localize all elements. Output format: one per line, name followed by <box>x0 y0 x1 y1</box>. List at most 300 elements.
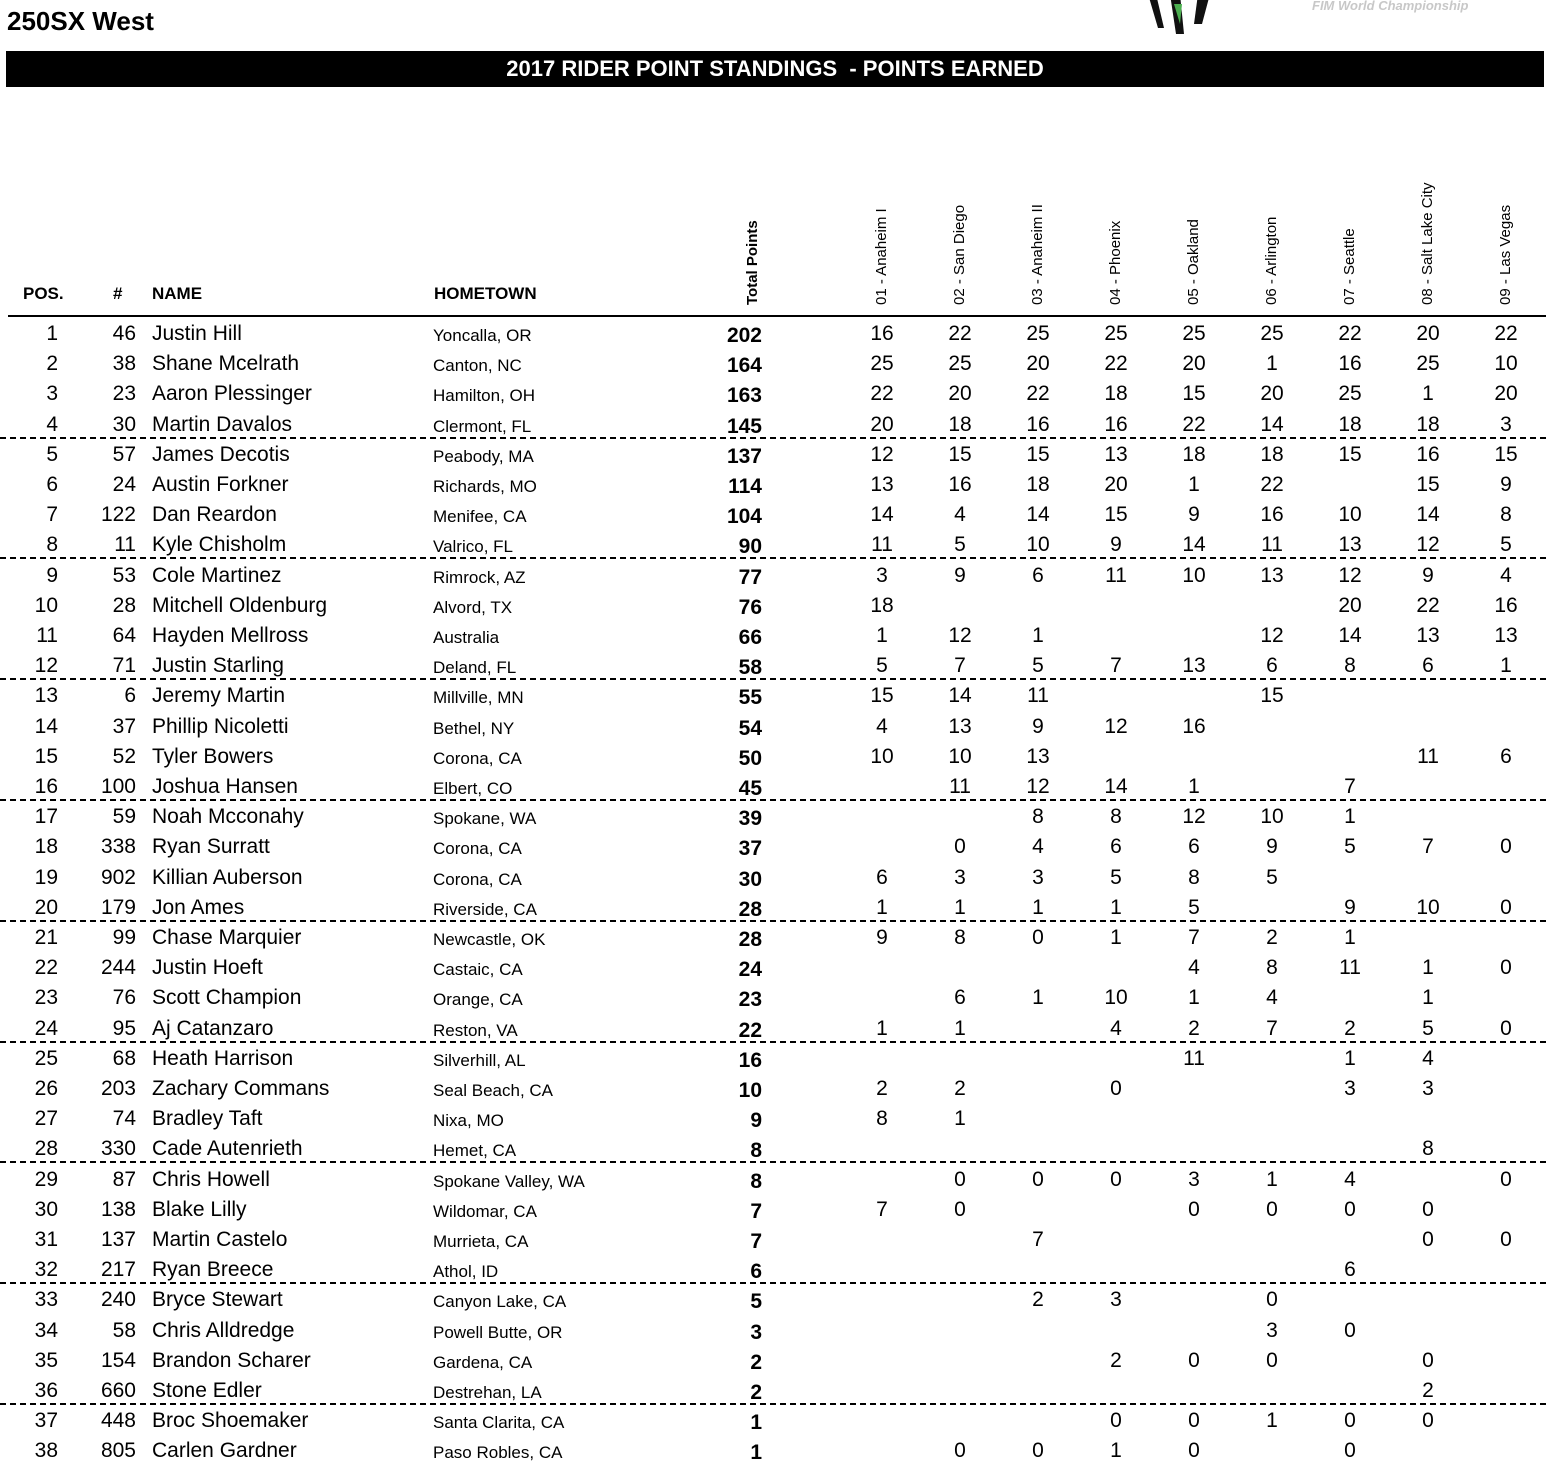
rider-number: 28 <box>112 593 136 617</box>
round-4-points: 0 <box>1110 1167 1122 1191</box>
rider-hometown: Bethel, NY <box>433 718 515 738</box>
rider-number: 23 <box>112 382 136 406</box>
standings-row <box>0 1284 1546 1314</box>
rider-name: Killian Auberson <box>152 865 303 889</box>
round-6-points: 6 <box>1266 654 1278 678</box>
rider-total-points: 202 <box>726 324 762 347</box>
round-2-points: 1 <box>954 1107 966 1131</box>
round-3-points: 14 <box>1026 503 1050 527</box>
round-9-points: 16 <box>1494 593 1518 617</box>
round-3-points: 8 <box>1032 805 1044 829</box>
round-7-points: 1 <box>1344 926 1356 949</box>
rider-name: Austin Forkner <box>152 473 289 496</box>
round-2-points: 10 <box>948 744 972 768</box>
header-name: NAME <box>152 284 203 303</box>
rider-number: 58 <box>112 1318 136 1342</box>
round-3-points: 13 <box>1026 744 1050 768</box>
rider-number: 99 <box>112 926 136 949</box>
standings-row <box>0 801 1546 831</box>
round-7-points: 12 <box>1338 563 1362 587</box>
standings-row <box>0 1194 1546 1224</box>
round-7-points: 0 <box>1344 1409 1356 1433</box>
rider-name: Kyle Chisholm <box>152 533 287 557</box>
rider-hometown: Nixa, MO <box>433 1111 504 1131</box>
rider-name: Heath Harrison <box>152 1046 294 1070</box>
round-5-points: 5 <box>1188 895 1200 919</box>
standings-row <box>0 741 1546 771</box>
rider-position: 31 <box>34 1228 58 1251</box>
rider-hometown: Corona, CA <box>433 869 522 889</box>
round-4-points: 14 <box>1104 775 1128 798</box>
rider-total-points: 163 <box>726 384 762 408</box>
rider-position: 9 <box>46 563 58 587</box>
round-3-points: 1 <box>1032 624 1044 647</box>
rider-hometown: Hemet, CA <box>433 1141 517 1161</box>
round-8-points: 15 <box>1416 473 1440 496</box>
round-4-points: 12 <box>1104 714 1128 738</box>
standings-row <box>0 1164 1546 1194</box>
rider-position: 28 <box>34 1137 58 1161</box>
round-3-points: 12 <box>1026 775 1050 798</box>
rider-hometown: Castaic, CA <box>433 960 523 980</box>
standings-row <box>0 892 1546 922</box>
round-3-points: 6 <box>1032 563 1044 587</box>
rider-total-points: 39 <box>738 807 762 831</box>
round-5-points: 3 <box>1188 1167 1200 1191</box>
round-1-points: 6 <box>876 865 888 889</box>
rider-number: 74 <box>112 1107 136 1131</box>
round-7-points: 18 <box>1338 412 1362 436</box>
rider-hometown: Elbert, CO <box>433 779 513 798</box>
round-2-points: 14 <box>948 684 972 708</box>
rider-position: 32 <box>34 1258 58 1282</box>
round-3-points: 22 <box>1026 382 1050 406</box>
rider-position: 3 <box>46 382 58 406</box>
round-6-points: 13 <box>1260 563 1284 587</box>
round-3-points: 25 <box>1026 322 1050 345</box>
rider-number: 53 <box>112 563 136 587</box>
round-4-points: 0 <box>1110 1077 1122 1100</box>
round-7-points: 13 <box>1338 533 1362 557</box>
rider-total-points: 66 <box>738 626 762 649</box>
rider-position: 33 <box>34 1288 58 1312</box>
round-9-points: 0 <box>1500 895 1512 919</box>
rider-number: 46 <box>112 322 136 345</box>
round-8-points: 9 <box>1422 563 1434 587</box>
round-2-points: 16 <box>948 473 972 496</box>
round-1-points: 18 <box>870 593 894 617</box>
standings-row <box>0 560 1546 590</box>
rider-position: 34 <box>34 1318 58 1342</box>
round-8-points: 1 <box>1422 956 1434 980</box>
standings-row <box>0 529 1546 559</box>
round-6-points: 3 <box>1266 1318 1278 1342</box>
round-4-points: 10 <box>1104 986 1128 1010</box>
round-5-points: 7 <box>1188 926 1200 949</box>
round-4-points: 5 <box>1110 865 1122 889</box>
round-5-points: 2 <box>1188 1016 1200 1040</box>
standings-row <box>0 1013 1546 1043</box>
rider-total-points: 50 <box>738 746 762 770</box>
round-9-points: 0 <box>1500 1016 1512 1040</box>
rider-total-points: 164 <box>726 354 762 378</box>
round-2-points: 0 <box>954 1439 966 1463</box>
round-6-points: 20 <box>1260 382 1284 406</box>
rider-number: 240 <box>100 1288 136 1312</box>
round-6-points: 0 <box>1266 1348 1278 1372</box>
standings-row <box>0 862 1546 892</box>
round-1-points: 14 <box>870 503 894 527</box>
round-2-points: 12 <box>948 624 972 647</box>
rider-number: 30 <box>112 412 136 436</box>
round-4-points: 25 <box>1104 322 1128 345</box>
round-6-points: 9 <box>1266 835 1278 859</box>
rider-name: Hayden Mellross <box>152 624 309 647</box>
round-4-points: 4 <box>1110 1016 1122 1040</box>
round-4-points: 1 <box>1110 895 1122 919</box>
round-6-points: 0 <box>1266 1288 1278 1312</box>
round-9-points: 3 <box>1500 412 1512 436</box>
monster-claw-logo-icon <box>1140 0 1230 34</box>
rider-hometown: Corona, CA <box>433 839 522 859</box>
rider-position: 2 <box>46 352 58 376</box>
round-6-points: 1 <box>1266 1409 1278 1433</box>
series-title: 250SX West <box>7 6 154 36</box>
round-7-points: 8 <box>1344 654 1356 678</box>
round-1-points: 4 <box>876 714 888 738</box>
rider-hometown: Silverhill, AL <box>433 1050 526 1070</box>
rider-hometown: Murrieta, CA <box>433 1232 529 1251</box>
round-2-points: 0 <box>954 1167 966 1191</box>
rider-position: 18 <box>34 835 58 859</box>
rider-total-points: 5 <box>750 1290 762 1314</box>
rider-name: Bradley Taft <box>152 1107 263 1131</box>
round-2-points: 4 <box>954 503 966 527</box>
round-2-points: 6 <box>954 986 966 1010</box>
rider-number: 902 <box>100 865 136 889</box>
round-1-points: 16 <box>870 322 894 345</box>
rider-total-points: 104 <box>726 505 762 529</box>
standings-row <box>0 469 1546 499</box>
rider-number: 95 <box>112 1016 136 1040</box>
championship-label: FIM World Championship <box>1312 0 1469 13</box>
rider-name: Brandon Scharer <box>152 1348 311 1372</box>
standings-row <box>0 1043 1546 1073</box>
round-6-points: 2 <box>1266 926 1278 949</box>
standings-row <box>0 1254 1546 1284</box>
round-4-points: 2 <box>1110 1348 1122 1372</box>
rider-total-points: 90 <box>738 535 762 559</box>
rider-name: Stone Edler <box>152 1379 262 1402</box>
rider-name: Chris Alldredge <box>152 1318 295 1342</box>
round-7-points: 2 <box>1344 1016 1356 1040</box>
rider-position: 14 <box>34 714 58 738</box>
round-2-points: 2 <box>954 1077 966 1100</box>
rider-hometown: Yoncalla, OR <box>433 326 532 345</box>
rider-hometown: Deland, FL <box>433 658 517 678</box>
round-4-points: 1 <box>1110 926 1122 949</box>
rider-number: 805 <box>100 1439 136 1463</box>
rider-name: Noah Mcconahy <box>152 805 304 829</box>
round-6-points: 5 <box>1266 865 1278 889</box>
round-8-points: 25 <box>1416 352 1440 376</box>
round-5-points: 25 <box>1182 322 1206 345</box>
round-1-points: 8 <box>876 1107 888 1131</box>
rider-hometown: Canton, NC <box>433 356 522 376</box>
round-6-points: 4 <box>1266 986 1278 1010</box>
rider-hometown: Canyon Lake, CA <box>433 1292 567 1312</box>
rider-hometown: Powell Butte, OR <box>433 1322 563 1342</box>
round-1-points: 9 <box>876 926 888 949</box>
rider-hometown: Spokane, WA <box>433 809 537 829</box>
standings-row <box>0 1224 1546 1254</box>
round-5-points: 1 <box>1188 986 1200 1010</box>
round-6-points: 8 <box>1266 956 1278 980</box>
rider-name: Martin Castelo <box>152 1228 288 1251</box>
round-3-points: 1 <box>1032 895 1044 919</box>
round-2-points: 7 <box>954 654 966 678</box>
standings-row <box>0 1133 1546 1163</box>
rider-total-points: 1 <box>750 1441 762 1465</box>
rider-total-points: 137 <box>726 444 762 468</box>
rider-name: Chris Howell <box>152 1167 270 1191</box>
rider-hometown: Valrico, FL <box>433 537 513 557</box>
round-8-points: 22 <box>1416 593 1440 617</box>
standings-row <box>0 650 1546 680</box>
rider-name: Jeremy Martin <box>152 684 286 708</box>
round-4-points: 16 <box>1104 412 1128 436</box>
rider-hometown: Menifee, CA <box>433 507 527 527</box>
rider-total-points: 7 <box>750 1199 762 1223</box>
rider-hometown: Spokane Valley, WA <box>433 1171 585 1191</box>
round-3-points: 9 <box>1032 714 1044 738</box>
round-8-points: 0 <box>1422 1348 1434 1372</box>
round-3-points: 0 <box>1032 1439 1044 1463</box>
round-6-points: 10 <box>1260 805 1284 829</box>
round-9-points: 0 <box>1500 835 1512 859</box>
rider-number: 24 <box>112 473 136 496</box>
rider-number: 660 <box>100 1379 136 1402</box>
round-8-points: 4 <box>1422 1046 1434 1070</box>
rider-total-points: 58 <box>738 656 762 680</box>
rider-name: Carlen Gardner <box>152 1439 297 1463</box>
rider-total-points: 77 <box>738 565 762 589</box>
standings-row <box>0 1315 1546 1345</box>
rider-hometown: Gardena, CA <box>433 1352 533 1372</box>
round-2-points: 1 <box>954 895 966 919</box>
rider-total-points: 16 <box>738 1048 762 1072</box>
rider-position: 15 <box>34 744 58 768</box>
rider-hometown: Santa Clarita, CA <box>433 1413 565 1433</box>
round-7-points: 11 <box>1339 956 1361 980</box>
rider-total-points: 145 <box>726 414 762 438</box>
rider-number: 64 <box>112 624 136 647</box>
rider-hometown: Riverside, CA <box>433 899 537 919</box>
round-6-points: 18 <box>1260 442 1284 466</box>
rider-number: 87 <box>112 1167 136 1191</box>
round-4-points: 9 <box>1110 533 1122 557</box>
rider-total-points: 37 <box>738 837 762 861</box>
rider-number: 244 <box>100 956 136 980</box>
rider-total-points: 114 <box>728 475 762 498</box>
round-3-points: 11 <box>1027 684 1049 708</box>
round-2-points: 20 <box>948 382 972 406</box>
round-2-points: 1 <box>954 1016 966 1040</box>
rider-hometown: Corona, CA <box>433 748 522 768</box>
round-3-points: 5 <box>1032 654 1044 678</box>
rider-total-points: 1 <box>750 1411 762 1435</box>
round-5-points: 6 <box>1188 835 1200 859</box>
round-9-points: 8 <box>1500 503 1512 527</box>
standings-row <box>0 1345 1546 1375</box>
rider-position: 23 <box>34 986 58 1010</box>
standings-row <box>0 590 1546 620</box>
rider-number: 138 <box>100 1197 136 1221</box>
rider-name: Chase Marquier <box>152 926 302 949</box>
rider-hometown: Wildomar, CA <box>433 1201 537 1221</box>
round-9-points: 9 <box>1500 473 1512 496</box>
round-6-points: 0 <box>1266 1197 1278 1221</box>
rider-name: Shane Mcelrath <box>152 352 300 376</box>
round-7-points: 7 <box>1344 775 1356 798</box>
round-7-points: 10 <box>1338 503 1362 527</box>
rider-name: Zachary Commans <box>152 1077 330 1100</box>
round-8-points: 1 <box>1422 986 1434 1010</box>
rider-total-points: 45 <box>738 777 762 800</box>
rider-position: 36 <box>34 1379 58 1402</box>
rider-number: 122 <box>100 503 136 527</box>
round-9-points: 5 <box>1500 533 1512 557</box>
round-8-points: 2 <box>1422 1379 1434 1402</box>
rider-position: 22 <box>34 956 58 980</box>
rider-name: Dan Reardon <box>152 503 277 527</box>
rider-total-points: 3 <box>750 1320 762 1344</box>
round-5-points: 13 <box>1182 654 1206 678</box>
rider-name: Justin Hoeft <box>152 956 263 980</box>
round-4-points: 13 <box>1104 442 1128 466</box>
rider-hometown: Reston, VA <box>433 1020 518 1040</box>
round-1-points: 22 <box>870 382 894 406</box>
round-2-points: 5 <box>954 533 966 557</box>
header-pos: POS. <box>23 284 64 303</box>
standings-row <box>0 409 1546 439</box>
rider-number: 203 <box>100 1077 136 1100</box>
rider-name: Scott Champion <box>152 986 302 1010</box>
round-1-points: 1 <box>876 1016 888 1040</box>
rider-total-points: 2 <box>750 1350 762 1374</box>
round-6-points: 25 <box>1260 322 1284 345</box>
round-7-points: 4 <box>1344 1167 1356 1191</box>
rider-hometown: Hamilton, OH <box>433 386 536 406</box>
rider-position: 13 <box>34 684 58 708</box>
round-1-points: 2 <box>876 1077 888 1100</box>
round-4-points: 0 <box>1110 1409 1122 1433</box>
round-7-points: 25 <box>1338 382 1362 406</box>
round-1-points: 15 <box>870 684 894 708</box>
round-6-points: 1 <box>1266 1167 1278 1191</box>
round-9-points: 20 <box>1494 382 1518 406</box>
round-3-points: 7 <box>1032 1228 1044 1251</box>
rider-number: 52 <box>112 744 136 768</box>
round-7-points: 1 <box>1344 805 1356 829</box>
round-4-points: 15 <box>1104 503 1128 527</box>
round-5-points: 9 <box>1188 503 1200 527</box>
rider-name: Cade Autenrieth <box>152 1137 303 1161</box>
rider-position: 29 <box>34 1167 58 1191</box>
round-9-points: 0 <box>1500 1167 1512 1191</box>
round-9-points: 6 <box>1500 744 1512 768</box>
round-6-points: 15 <box>1260 684 1284 708</box>
round-4-points: 18 <box>1104 382 1128 406</box>
round-2-points: 8 <box>954 926 966 949</box>
round-7-points: 20 <box>1338 593 1362 617</box>
rider-name: Bryce Stewart <box>152 1288 283 1312</box>
round-9-points: 22 <box>1494 322 1518 345</box>
rider-position: 4 <box>46 412 58 436</box>
rider-total-points: 8 <box>750 1169 762 1193</box>
round-7-points: 14 <box>1338 624 1362 647</box>
standings-row <box>0 620 1546 650</box>
rider-hometown: Millville, MN <box>433 688 524 708</box>
round-5-points: 14 <box>1182 533 1206 557</box>
round-7-points: 5 <box>1344 835 1356 859</box>
rider-name: Martin Davalos <box>152 412 293 436</box>
rider-hometown: Peabody, MA <box>433 446 534 466</box>
round-7-points: 0 <box>1344 1439 1356 1463</box>
round-5-points: 11 <box>1183 1046 1205 1070</box>
standings-row <box>0 439 1546 469</box>
rider-position: 1 <box>46 322 58 345</box>
round-3-points: 16 <box>1026 412 1050 436</box>
standings-row <box>0 982 1546 1012</box>
rider-position: 11 <box>36 624 58 647</box>
round-2-points: 0 <box>954 1197 966 1221</box>
rider-total-points: 7 <box>750 1230 762 1253</box>
standings-row <box>0 499 1546 529</box>
round-3-points: 18 <box>1026 473 1050 496</box>
round-6-points: 1 <box>1266 352 1278 376</box>
rider-hometown: Seal Beach, CA <box>433 1081 554 1100</box>
round-3-points: 4 <box>1032 835 1044 859</box>
round-1-points: 1 <box>876 624 888 647</box>
round-8-points: 3 <box>1422 1077 1434 1100</box>
round-5-points: 16 <box>1182 714 1206 738</box>
round-4-points: 6 <box>1110 835 1122 859</box>
round-8-points: 6 <box>1422 654 1434 678</box>
round-5-points: 10 <box>1182 563 1206 587</box>
round-8-points: 12 <box>1416 533 1440 557</box>
round-8-points: 10 <box>1416 895 1440 919</box>
round-7-points: 0 <box>1344 1197 1356 1221</box>
round-2-points: 3 <box>954 865 966 889</box>
rider-position: 37 <box>34 1409 58 1433</box>
round-5-points: 12 <box>1182 805 1206 829</box>
rider-total-points: 24 <box>738 958 762 982</box>
round-1-points: 25 <box>870 352 894 376</box>
round-7-points: 1 <box>1344 1046 1356 1070</box>
round-8-points: 5 <box>1422 1016 1434 1040</box>
round-4-points: 22 <box>1104 352 1128 376</box>
round-6-points: 16 <box>1260 503 1284 527</box>
standings-row <box>0 348 1546 378</box>
rider-number: 11 <box>114 533 136 557</box>
rider-position: 35 <box>34 1348 58 1372</box>
rider-number: 59 <box>112 805 136 829</box>
rider-total-points: 28 <box>738 897 762 921</box>
round-5-points: 4 <box>1188 956 1200 980</box>
round-5-points: 0 <box>1188 1409 1200 1433</box>
round-8-points: 0 <box>1422 1409 1434 1433</box>
